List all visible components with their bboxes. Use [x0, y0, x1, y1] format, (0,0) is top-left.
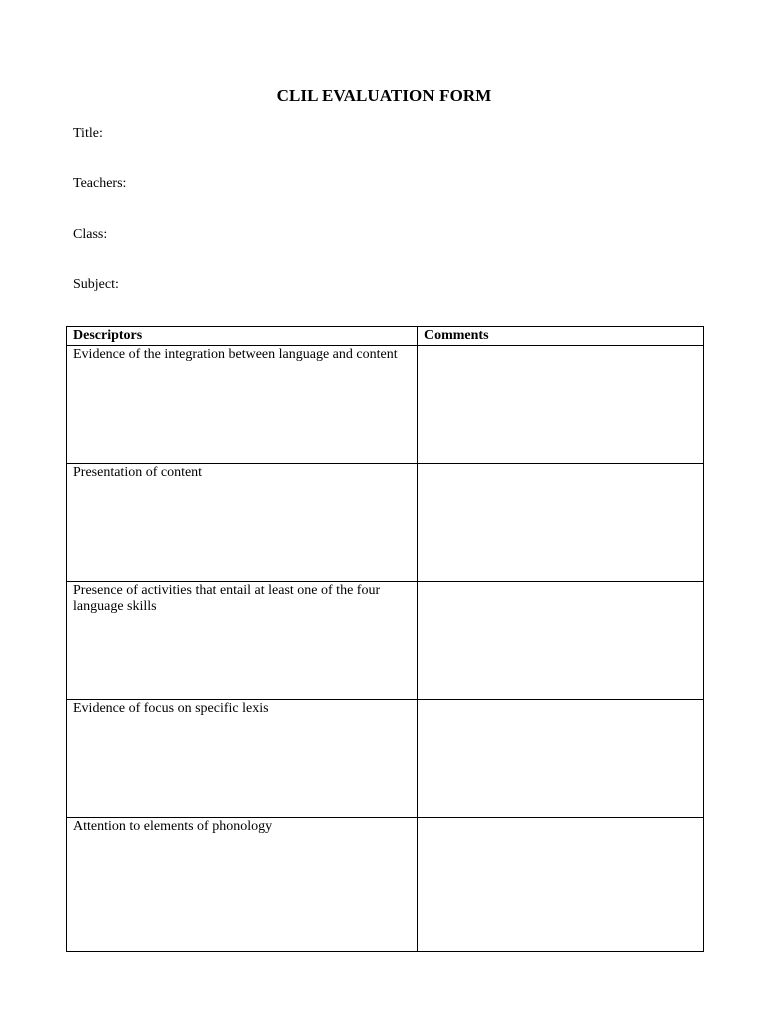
class-field-label: Class:	[73, 227, 108, 242]
descriptors-header: Descriptors	[67, 327, 418, 346]
comment-text	[424, 346, 697, 347]
table-row	[67, 464, 704, 582]
evaluation-table	[66, 326, 704, 952]
table-row	[67, 818, 704, 952]
descriptor-cell	[67, 700, 418, 818]
comment-text	[424, 582, 697, 583]
descriptor-text: Presence of activities that entail at least one of the four language skills	[73, 583, 381, 614]
table-row	[67, 346, 704, 464]
comment-cell[interactable]	[418, 464, 704, 582]
subject-field-label: Subject:	[73, 277, 119, 292]
descriptor-cell	[67, 464, 418, 582]
table-header-row	[67, 327, 704, 346]
comment-cell[interactable]	[418, 818, 704, 952]
comment-cell[interactable]	[418, 582, 704, 700]
teachers-field-label: Teachers:	[73, 176, 127, 191]
descriptor-cell	[67, 346, 418, 464]
descriptor-cell	[67, 818, 418, 952]
descriptor-cell	[67, 582, 418, 700]
comment-text	[424, 700, 697, 701]
page-title: CLIL EVALUATION FORM	[276, 86, 492, 105]
comment-cell[interactable]	[418, 700, 704, 818]
descriptor-text: Presentation of content	[73, 465, 203, 480]
descriptor-text: Evidence of the integration between language and content	[73, 347, 398, 362]
comment-text	[424, 818, 697, 819]
descriptor-text: Evidence of focus on specific lexis	[73, 701, 269, 716]
comments-header: Comments	[418, 327, 704, 346]
table-row	[67, 700, 704, 818]
table-row	[67, 582, 704, 700]
descriptor-text: Attention to elements of phonology	[73, 819, 273, 834]
comment-cell[interactable]	[418, 346, 704, 464]
title-field-label: Title:	[73, 126, 103, 141]
comment-text	[424, 464, 697, 465]
